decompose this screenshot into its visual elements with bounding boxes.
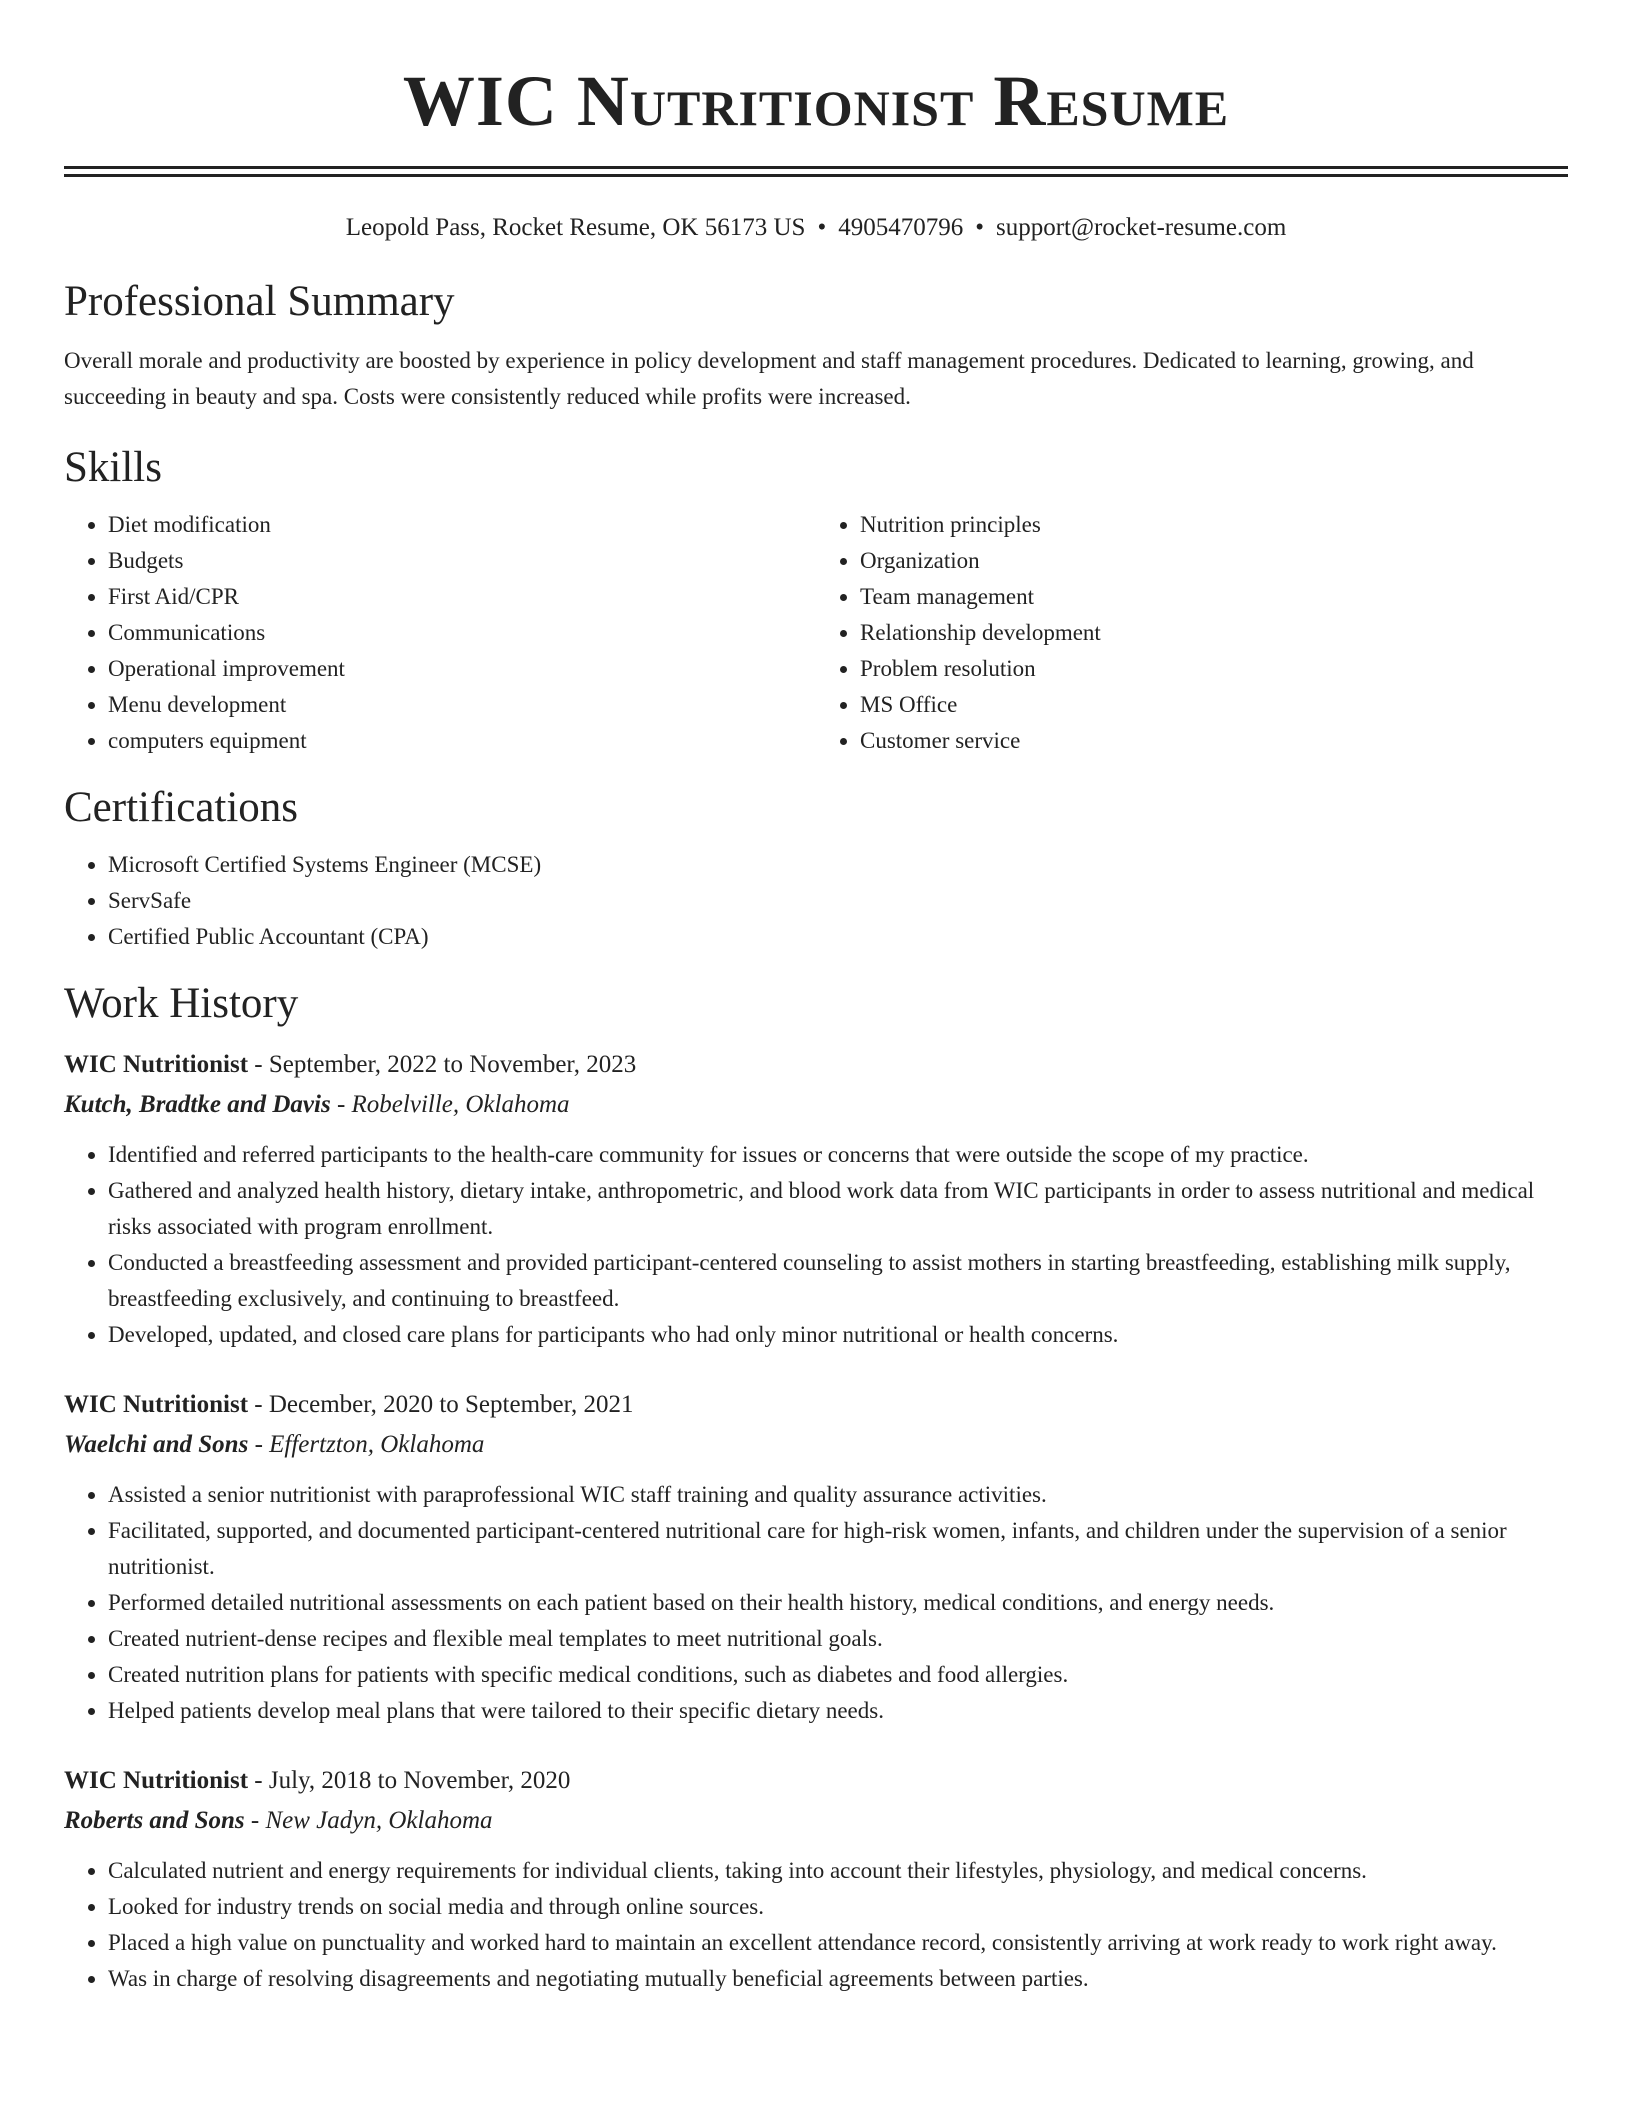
- work-history-heading: Work History: [64, 980, 299, 1027]
- job-title-line: WIC Nutritionist - December, 2020 to September, 2021: [64, 1391, 634, 1418]
- job-bullet: • Gathered and analyzed health history, dietary intake, anthropometric, and blood work data from WIC participants in order to assess nutritional and medical risks associated with program enrollment.: [108, 1173, 1568, 1245]
- summary-text: Overall morale and productivity are boosted by experience in policy development and staff management procedures. Dedicated to learning, growing, and succeeding in beauty and spa. Costs were consistently reduced while profits were increased.: [64, 348, 1474, 409]
- contact-email: support@rocket-resume.com: [995, 214, 1287, 241]
- job-location: Effertzton, Oklahoma: [269, 1431, 485, 1458]
- skill-item: • Organization: [860, 543, 1568, 579]
- job-bullet: • Was in charge of resolving disagreements and negotiating mutually beneficial agreements between parties.: [108, 1961, 1568, 1997]
- job-location: New Jadyn, Oklahoma: [265, 1807, 493, 1834]
- contact-separator: •: [975, 214, 984, 241]
- certifications-heading: Certifications: [64, 784, 299, 831]
- job-company: Roberts and Sons: [64, 1807, 245, 1834]
- skills-columns: [64, 507, 1568, 759]
- skill-item: • Communications: [108, 615, 816, 651]
- contact-separator: •: [817, 214, 827, 241]
- skill-item: • Team management: [860, 579, 1568, 615]
- skill-item: • MS Office: [860, 687, 1568, 723]
- job-title: WIC Nutritionist: [64, 1051, 249, 1078]
- job-title-line: WIC Nutritionist - September, 2022 to November, 2023: [64, 1051, 637, 1078]
- job-bullet: • Assisted a senior nutritionist with paraprofessional WIC staff training and quality assurance activities.: [108, 1477, 1568, 1513]
- skill-item: • Relationship development: [860, 615, 1568, 651]
- job-bullet: • Helped patients develop meal plans that were tailored to their specific dietary needs.: [108, 1693, 1568, 1729]
- job-bullet: • Facilitated, supported, and documented participant-centered nutritional care for high-risk women, infants, and children under the supervision of a senior nutritionist.: [108, 1513, 1568, 1585]
- contact-phone: 4905470796: [838, 214, 964, 241]
- job-bullet: • Created nutrition plans for patients with specific medical conditions, such as diabetes and food allergies.: [108, 1657, 1568, 1693]
- job-title: WIC Nutritionist: [64, 1767, 249, 1794]
- job-title: WIC Nutritionist: [64, 1391, 249, 1418]
- job-bullets: [64, 1477, 1568, 1729]
- job-entry: [64, 1385, 1568, 1729]
- job-entry: [64, 1761, 1568, 1997]
- skills-list-left: [64, 507, 816, 759]
- job-dates: July, 2018 to November, 2020: [268, 1767, 571, 1794]
- job-company: Kutch, Bradtke and Davis: [64, 1091, 331, 1118]
- skill-item: • Diet modification: [108, 507, 816, 543]
- job-bullet: • Calculated nutrient and energy requirements for individual clients, taking into account their lifestyles, physiology, and medical concerns.: [108, 1853, 1568, 1889]
- certification-item: • ServSafe: [108, 883, 1568, 919]
- job-bullet: • Identified and referred participants to the health-care community for issues or concerns that were outside the scope of my practice.: [108, 1137, 1568, 1173]
- certification-item: • Microsoft Certified Systems Engineer (MCSE): [108, 847, 1568, 883]
- job-bullet: • Developed, updated, and closed care plans for participants who had only minor nutritional or health concerns.: [108, 1317, 1568, 1353]
- job-company: Waelchi and Sons: [64, 1431, 249, 1458]
- job-bullets: [64, 1853, 1568, 1997]
- job-bullets: [64, 1137, 1568, 1353]
- job-bullet: • Looked for industry trends on social media and through online sources.: [108, 1889, 1568, 1925]
- title-divider: [64, 166, 1568, 177]
- certifications-section: [64, 781, 1568, 955]
- job-bullet: • Performed detailed nutritional assessments on each patient based on their health history, medical conditions, and energy needs.: [108, 1585, 1568, 1621]
- skill-item: • computers equipment: [108, 723, 816, 759]
- job-title-line: WIC Nutritionist - July, 2018 to November, 2020: [64, 1767, 571, 1794]
- resume-title: WIC Nutritionist Resume: [402, 61, 1230, 141]
- contact-address: Leopold Pass, Rocket Resume, OK 56173 US: [345, 214, 806, 241]
- work-history-section: [64, 977, 1568, 1997]
- skill-item: • Operational improvement: [108, 651, 816, 687]
- job-location: Robelville, Oklahoma: [351, 1091, 570, 1118]
- skill-item: • Budgets: [108, 543, 816, 579]
- job-bullet: • Placed a high value on punctuality and worked hard to maintain an excellent attendance record, consistently arriving at work ready to work right away.: [108, 1925, 1568, 1961]
- skills-heading: Skills: [64, 444, 162, 491]
- job-company-line: Roberts and Sons - New Jadyn, Oklahoma: [64, 1807, 493, 1834]
- skills-list-right: [816, 507, 1568, 759]
- job-entry: [64, 1045, 1568, 1353]
- summary-heading: Professional Summary: [64, 278, 455, 325]
- contact-line: [64, 211, 1568, 245]
- job-bullet: • Created nutrient-dense recipes and flexible meal templates to meet nutritional goals.: [108, 1621, 1568, 1657]
- job-dates: December, 2020 to September, 2021: [268, 1391, 634, 1418]
- skill-item: • Problem resolution: [860, 651, 1568, 687]
- summary-section: [64, 275, 1568, 415]
- skill-item: • Menu development: [108, 687, 816, 723]
- skill-item: • Customer service: [860, 723, 1568, 759]
- certifications-list: [64, 847, 1568, 955]
- job-dates: September, 2022 to November, 2023: [268, 1051, 637, 1078]
- job-bullet: • Conducted a breastfeeding assessment and provided participant-centered counseling to assist mothers in starting breastfeeding, establishing milk supply, breastfeeding exclusively, and continuing to breastfeed.: [108, 1245, 1568, 1317]
- skill-item: • First Aid/CPR: [108, 579, 816, 615]
- skills-section: [64, 441, 1568, 759]
- job-company-line: Kutch, Bradtke and Davis - Robelville, Oklahoma: [64, 1091, 570, 1118]
- certification-item: • Certified Public Accountant (CPA): [108, 919, 1568, 955]
- skill-item: • Nutrition principles: [860, 507, 1568, 543]
- job-company-line: Waelchi and Sons - Effertzton, Oklahoma: [64, 1431, 485, 1458]
